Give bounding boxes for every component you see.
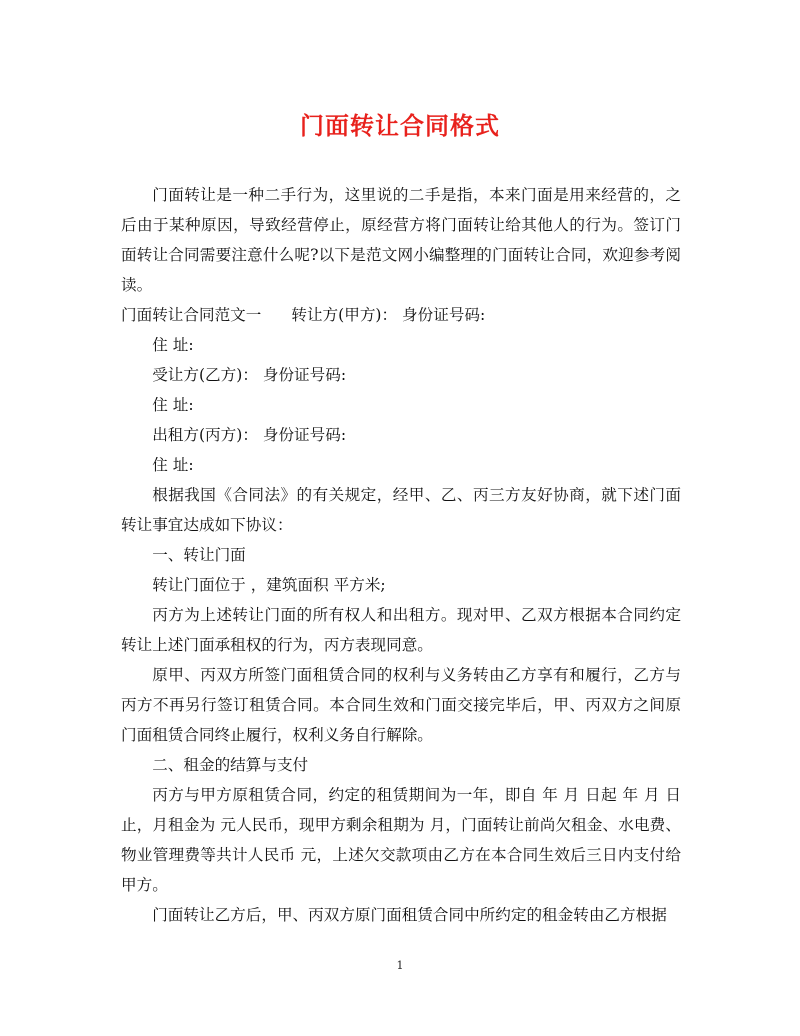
address-b: 住 址: xyxy=(152,396,194,414)
section2-paragraph-1: 丙方与甲方原租赁合同，约定的租赁期间为一年，即自 年 月 日起 年 月 日止，月租金为 元人民币，现甲方剩余租期为 月，门面转让前尚欠租金、水电费、物业管理费等共计人民币 元，上述欠交款项由乙方在本合同生效后三日内支付给甲方。 xyxy=(121,786,681,894)
section2-paragraph-2: 门面转让乙方后，甲、丙双方原门面租赁合同中所约定的租金转由乙方根据 xyxy=(152,906,667,924)
intro-paragraph: 门面转让是一种二手行为，这里说的二手是指，本来门面是用来经营的，之后由于某种原因，导致经营停止，原经营方将门面转让给其他人的行为。签订门面转让合同需要注意什么呢?以下是范文网小编整理的门面转让合同，欢迎参考阅读。 xyxy=(121,186,681,294)
document-body xyxy=(121,180,681,930)
preamble-paragraph: 根据我国《合同法》的有关规定，经甲、乙、丙三方友好协商，就下述门面转让事宜达成如下协议： xyxy=(121,486,681,534)
address-a: 住 址: xyxy=(152,336,194,354)
address-c: 住 址: xyxy=(152,456,194,474)
section-heading-2: 二、租金的结算与支付 xyxy=(152,756,309,774)
party-a-text: 转让方(甲方)： 身份证号码: xyxy=(291,306,486,324)
document-title: 门面转让合同格式 xyxy=(300,111,500,140)
section-heading-1: 一、转让门面 xyxy=(152,546,246,564)
party-b: 受让方(乙方)： 身份证号码: xyxy=(152,366,347,384)
section1-paragraph-3: 原甲、丙双方所签门面租赁合同的权利与义务转由乙方享有和履行，乙方与丙方不再另行签订租赁合同。本合同生效和门面交接完毕后，甲、丙双方之间原门面租赁合同终止履行，权利义务自行解除。 xyxy=(121,666,681,744)
section1-paragraph-1: 转让门面位于 ，建筑面积 平方米; xyxy=(152,576,386,594)
section1-paragraph-2: 丙方为上述转让门面的所有权人和出租方。现对甲、乙双方根据本合同约定转让上述门面承租权的行为，丙方表现同意。 xyxy=(121,606,681,654)
page-number: 1 xyxy=(396,959,404,972)
party-c: 出租方(丙方)： 身份证号码: xyxy=(152,426,347,444)
sample-party-a-line xyxy=(121,300,681,330)
sample-label: 门面转让合同范文一 xyxy=(121,306,262,324)
